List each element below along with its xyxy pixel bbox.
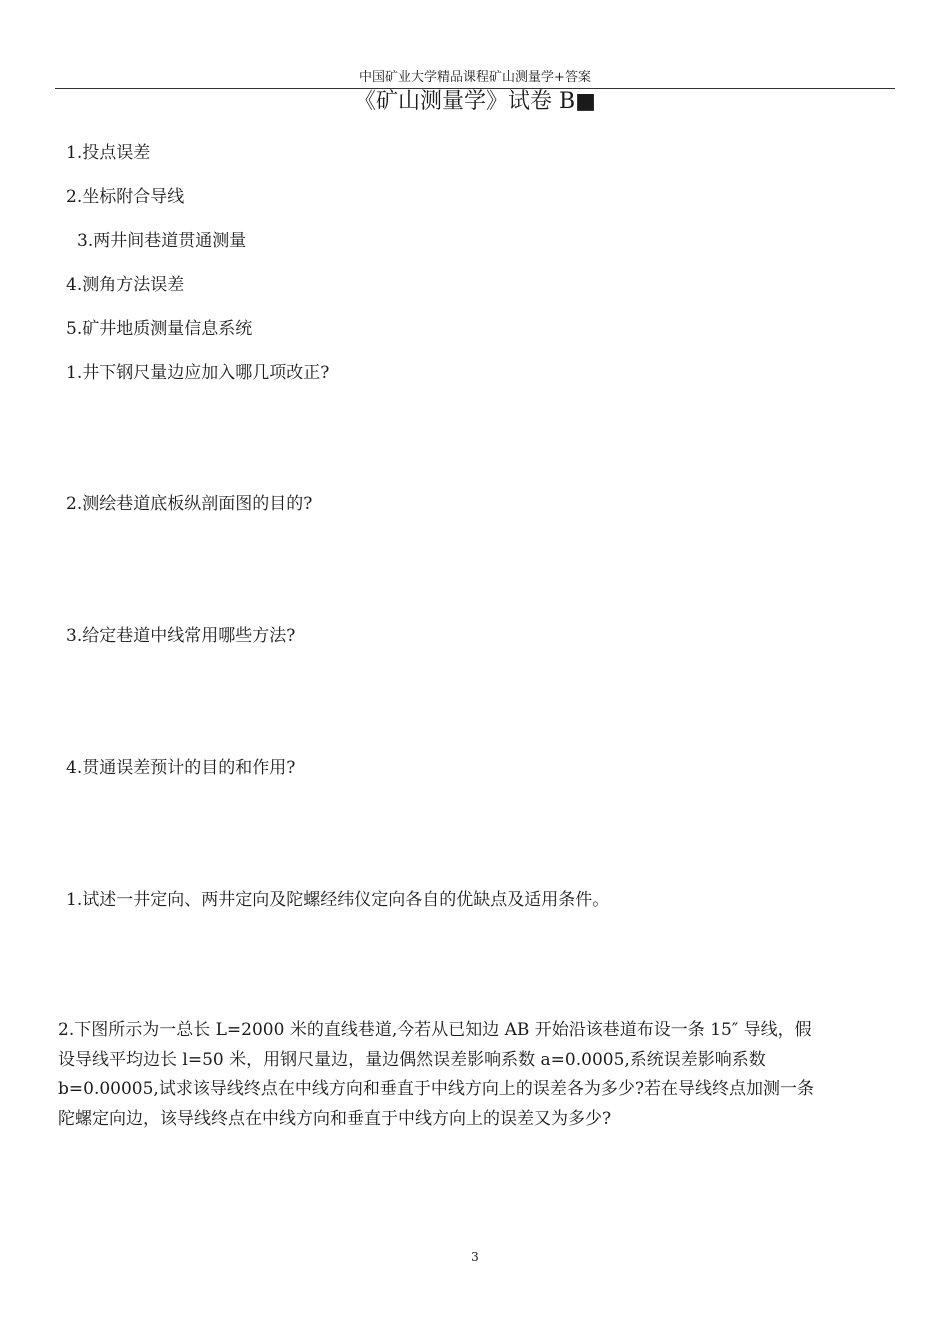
question-line: 2.下图所示为一总长 L=2000 米的直线巷道,今若从已知边 AB 开始沿该巷道布设一条 15″ 导线，假 [58,1020,812,1040]
term-item: 5.矿井地质测量信息系统 [66,319,253,339]
term-item: 3.两井间巷道贯通测量 [77,231,247,251]
question-line: 设导线平均边长 l=50 米，用钢尺量边，量边偶然误差影响系数 a=0.0005,系统误差影响系数 [58,1049,766,1070]
question-item: 4.贯通误差预计的目的和作用? [66,758,296,778]
header-text: 中国矿业大学精品课程矿山测量学+答案 [359,70,591,85]
question-item: 1.井下钢尺量边应加入哪几项改正? [66,363,330,383]
question-item: 2.测绘巷道底板纵剖面图的目的? [66,494,313,514]
calculation-question [58,1016,896,1134]
page-number: 3 [471,1250,479,1264]
term-item: 1.投点误差 [66,143,151,163]
term-item: 2.坐标附合导线 [66,187,185,207]
term-item: 4.测角方法误差 [66,275,185,295]
question-line: b=0.00005,试求该导线终点在中线方向和垂直于中线方向上的误差各为多少?若在导线终点加测一条 [58,1079,814,1099]
question-line: 陀螺定向边，该导线终点在中线方向和垂直于中线方向上的误差又为多少? [58,1108,612,1129]
page-title: 《矿山测量学》试卷 B■ [354,89,596,114]
question-item: 3.给定巷道中线常用哪些方法? [66,626,296,646]
essay-question: 1.试述一井定向、两井定向及陀螺经纬仪定向各自的优缺点及适用条件。 [66,890,610,910]
